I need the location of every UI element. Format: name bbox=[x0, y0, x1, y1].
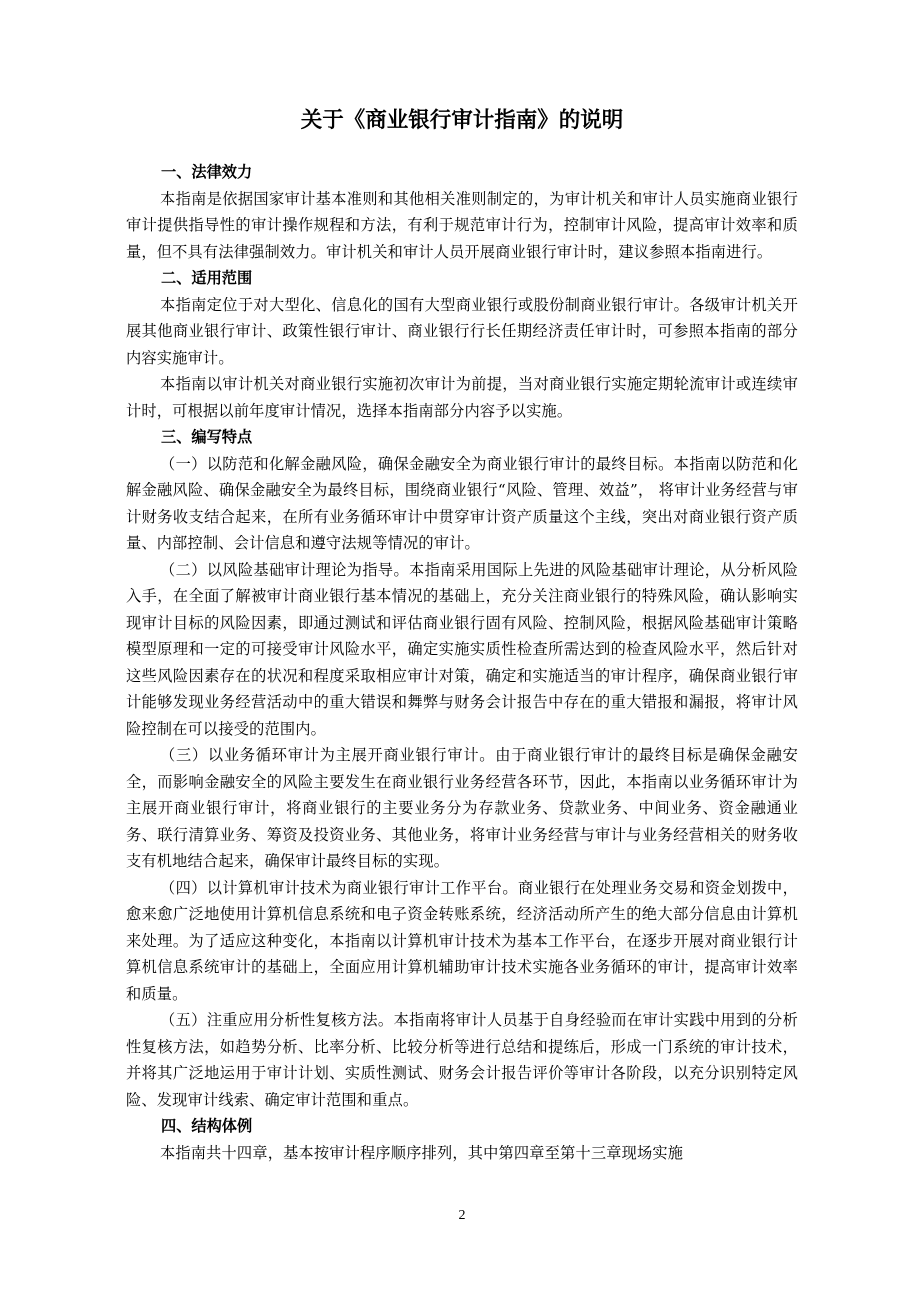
section-legal-effect bbox=[126, 159, 798, 265]
section-scope bbox=[126, 265, 798, 424]
section-paragraph: 本指南定位于对大型化、信息化的国有大型商业银行或股份制商业银行审计。各级审计机关开展其他商业银行审计、政策性银行审计、商业银行行长任期经济责任审计时，可参照本指南的部分内容实施审计。 bbox=[126, 295, 798, 367]
section-paragraph: （一）以防范和化解金融风险，确保金融安全为商业银行审计的最终目标。本指南以防范和化解金融风险、确保金融安全为最终目标，围绕商业银行“风险、管理、效益”， 将审计业务经营与审计财务收支结合起来，在所有业务循环审计中贯穿审计资产质量这个主线，突出对商业银行资产质量、内部控制、会计信息和遵守法规等情况的审计。 bbox=[126, 454, 798, 552]
section-heading: 二、适用范围 bbox=[161, 269, 253, 287]
document-title: 关于《商业银行审计指南》的说明 bbox=[300, 108, 624, 133]
section-paragraph: （五）注重应用分析性复核方法。本指南将审计人员基于自身经验而在审计实践中用到的分析性复核方法，如趋势分析、比率分析、比较分析等进行总结和提练后，形成一门系统的审计技术，并将其广泛地运用于审计计划、实质性测试、财务会计报告评价等审计各阶段，以充分识别特定风险、发现审计线索、确定审计范围和重点。 bbox=[126, 1011, 798, 1109]
section-paragraph: （三）以业务循环审计为主展开商业银行审计。由于商业银行审计的最终目标是确保金融安全，而影响金融安全的风险主要发生在商业银行业务经营各环节，因此，本指南以业务循环审计为主展开商业银行审计，将商业银行的主要业务分为存款业务、贷款业务、中间业务、资金融通业务、联行清算业务、筹资及投资业务、其他业务，将审计业务经营与审计与业务经营相关的财务收支有机地结合起来，确保审计最终目标的实现。 bbox=[126, 746, 798, 870]
section-paragraph: （四）以计算机审计技术为商业银行审计工作平台。商业银行在处理业务交易和资金划拨中，愈来愈广泛地使用计算机信息系统和电子资金转账系统，经济活动所产生的绝大部分信息由计算机来处理。为了适应这种变化，本指南以计算机审计技术为基本工作平台，在逐步开展对商业银行计算机信息系统审计的基础上，全面应用计算机辅助审计技术实施各业务循环的审计，提高审计效率和质量。 bbox=[126, 878, 798, 1003]
section-paragraph: 本指南共十四章，基本按审计程序顺序排列，其中第四章至第十三章现场实施 bbox=[160, 1143, 684, 1162]
section-heading: 三、编写特点 bbox=[161, 428, 253, 446]
section-paragraph: 本指南以审计机关对商业银行实施初次审计为前提，当对商业银行实施定期轮流审计或连续审计时，可根据以前年度审计情况，选择本指南部分内容予以实施。 bbox=[126, 375, 798, 420]
section-paragraph: 本指南是依据国家审计基本准则和其他相关准则制定的，为审计机关和审计人员实施商业银行审计提供指导性的审计操作规程和方法，有利于规范审计行为，控制审计风险，提高审计效率和质量，但不具有法律强制效力。审计机关和审计人员开展商业银行审计时，建议参照本指南进行。 bbox=[126, 189, 798, 261]
section-heading: 四、结构体例 bbox=[161, 1117, 253, 1135]
section-heading: 一、法律效力 bbox=[161, 163, 253, 181]
page-number: 2 bbox=[458, 1208, 466, 1223]
section-structure bbox=[126, 1113, 798, 1166]
section-features bbox=[126, 424, 798, 1113]
section-paragraph: （二）以风险基础审计理论为指导。本指南采用国际上先进的风险基础审计理论，从分析风险入手，在全面了解被审计商业银行基本情况的基础上，充分关注商业银行的特殊风险，确认影响实现审计目标的风险因素，即通过测试和评估商业银行固有风险、控制风险，根据风险基础审计策略模型原理和一定的可接受审计风险水平，确定实施实质性检查所需达到的检查风险水平，然后针对这些风险因素存在的状况和程度采取相应审计对策，确定和实施适当的审计程序，确保商业银行审计能够发现业务经营活动中的重大错误和舞弊与财务会计报告中存在的重大错报和漏报，将审计风险控制在可以接受的范围内。 bbox=[126, 560, 798, 738]
document-body bbox=[126, 159, 798, 1166]
